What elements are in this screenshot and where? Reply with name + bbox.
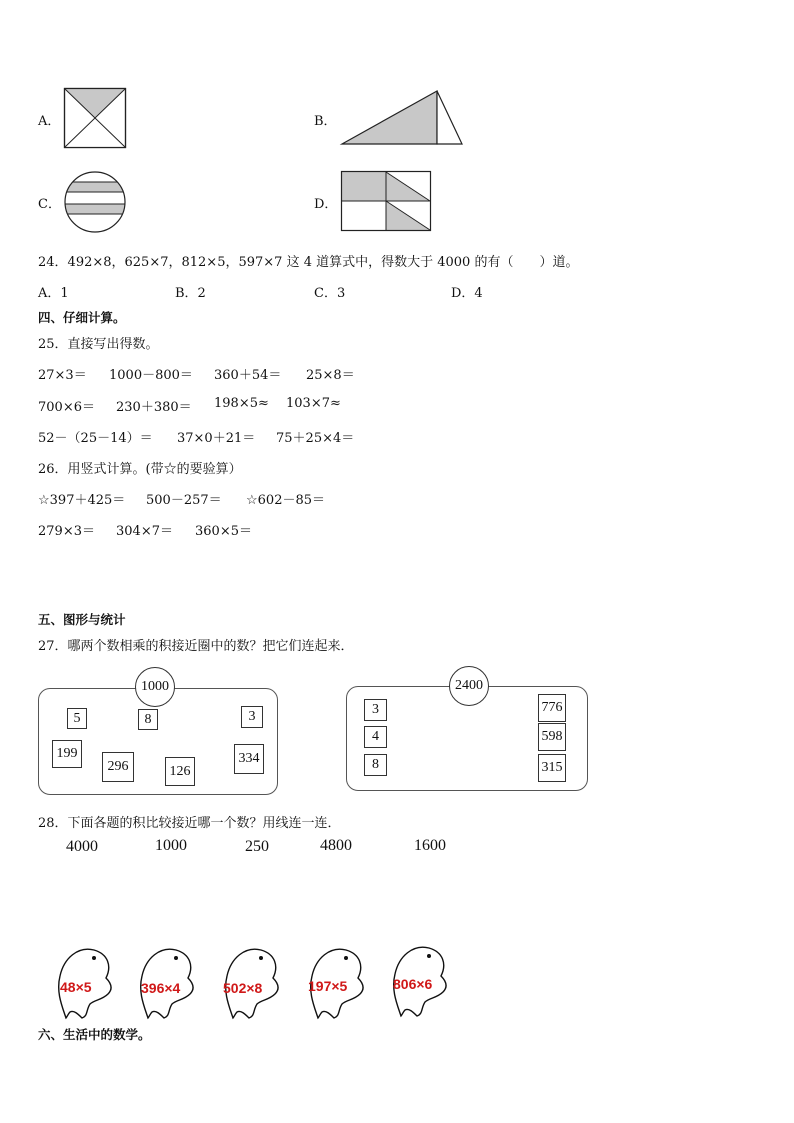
q28-expression: 502×8 [223, 980, 263, 996]
q27-left-number: 3 [241, 706, 263, 728]
q25-item: 75＋25×4＝ [276, 431, 355, 446]
q25-item: 230＋380＝ [116, 400, 192, 415]
q24-text: 24．492×8，625×7，812×5，597×7 这 4 道算式中，得数大于 4000 的有（ ）道。 [38, 255, 579, 270]
q24-choice-b: B．2 [175, 286, 206, 301]
q28-title: 28．下面各题的积比较接近哪一个数？用线连一连． [38, 816, 341, 831]
q26-title: 26．用竖式计算。(带☆的要验算） [38, 462, 242, 477]
q27-left-number: 126 [165, 757, 195, 786]
q28-expression: 197×5 [308, 978, 348, 994]
q25-item: 25×8＝ [306, 368, 355, 383]
q25-item: 360＋54＝ [214, 368, 282, 383]
q27-left-number: 296 [102, 752, 134, 782]
q27-right-number: 315 [538, 754, 566, 782]
option-d-label: D． [314, 197, 338, 212]
circle-bands-figure [64, 171, 126, 233]
q27-right-number: 4 [364, 726, 387, 748]
q27-left-target: 1000 [135, 667, 175, 707]
q25-item: 52－（25－14）＝ [38, 431, 153, 446]
q25-item: 198×5≈ [214, 396, 269, 411]
q26-item: ☆602－85＝ [246, 493, 326, 508]
section-5-heading: 五、图形与统计 [38, 612, 126, 627]
q27-left-number: 8 [138, 709, 158, 730]
q25-item: 700×6＝ [38, 400, 95, 415]
option-a-label: A． [38, 114, 61, 129]
section-6-heading: 六、生活中的数学。 [38, 1027, 151, 1042]
q25-item: 37×0＋21＝ [177, 431, 256, 446]
q28-target: 4800 [320, 837, 352, 854]
q25-item: 1000－800＝ [109, 368, 193, 383]
q28-expression: 48×5 [60, 979, 92, 995]
q26-item: 279×3＝ [38, 524, 95, 539]
q28-expression: 396×4 [141, 980, 181, 996]
q24-choice-c: C．3 [314, 286, 346, 301]
q27-right-number: 776 [538, 694, 566, 722]
q27-left-number: 334 [234, 744, 264, 774]
q28-target: 1000 [155, 837, 187, 854]
q25-title: 25．直接写出得数。 [38, 337, 159, 352]
q28-target: 4000 [66, 838, 98, 855]
option-c-label: C． [38, 197, 61, 212]
q28-target: 250 [245, 838, 269, 855]
q26-item: ☆397＋425＝ [38, 493, 126, 508]
q27-right-number: 598 [538, 723, 566, 751]
q26-item: 500－257＝ [146, 493, 222, 508]
q27-right-target: 2400 [449, 666, 489, 706]
q24-choice-a: A．1 [38, 286, 69, 301]
q25-item: 27×3＝ [38, 368, 87, 383]
q28-target: 1600 [414, 837, 446, 854]
q25-item: 103×7≈ [286, 396, 341, 411]
option-b-label: B． [314, 114, 337, 129]
q27-right-number: 3 [364, 699, 387, 721]
q28-expression: 806×6 [393, 976, 433, 992]
q27-left-number: 199 [52, 740, 82, 768]
section-4-heading: 四、仔细计算。 [38, 310, 126, 325]
rectangle-grid-figure [341, 171, 431, 231]
q26-item: 360×5＝ [195, 524, 252, 539]
q27-right-number: 8 [364, 754, 387, 776]
q24-choice-d: D．4 [451, 286, 483, 301]
q27-title: 27．哪两个数相乘的积接近圈中的数？把它们连起来． [38, 639, 354, 654]
square-hourglass-figure [64, 88, 126, 148]
q26-item: 304×7＝ [116, 524, 173, 539]
q27-left-number: 5 [67, 708, 87, 729]
triangle-figure [340, 90, 464, 146]
